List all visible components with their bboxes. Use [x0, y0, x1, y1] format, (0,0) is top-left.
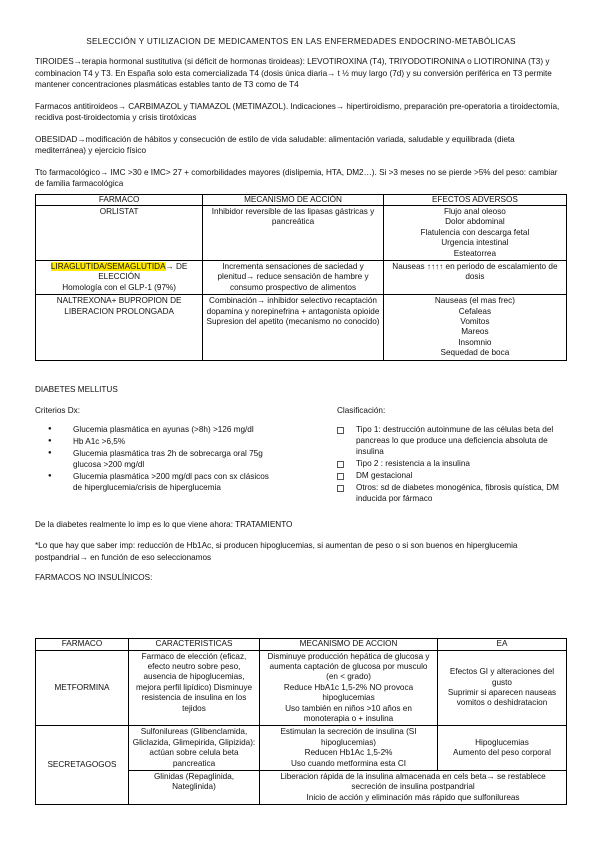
list-item: Uso cuando metformina esta CI: [290, 758, 407, 768]
obesity-drugs-table: [35, 194, 567, 361]
list-item: Aumento del peso corporal: [453, 748, 551, 758]
table-row: [36, 260, 567, 294]
header-ea: EA: [437, 639, 566, 650]
list-item: DM gestacional: [337, 470, 567, 481]
paragraph-tto: Tto farmacológico→ IMC >30 e IMC> 27 + comorbilidades mayores (dislipemia, HTA, DM2…). Si >3 meses no se pierde >5% del peso: cambiar de familia farmacológica: [35, 167, 558, 188]
metformina-name: METFORMINA: [36, 650, 129, 726]
tratamiento-line: De la diabetes realmente lo imp es lo que viene ahora: TRATAMIENTO: [35, 519, 293, 529]
clasificacion-column: [337, 406, 567, 505]
naltrexona-name: NALTREXONA+ BUPROPION DE LIBERACION PROLONGADA: [36, 295, 203, 360]
list-item: Hipoglucemias: [475, 737, 529, 747]
table-row: [36, 726, 567, 771]
clasificacion-list: [337, 424, 567, 504]
naltrexona-mecanismo: [203, 295, 384, 360]
list-item: Sequedad de boca: [440, 348, 510, 358]
page-title: SELECCIÓN Y UTILIZACION DE MEDICAMENTOS EN LAS ENFERMEDADES ENDOCRINO-METABÓLICAS: [86, 37, 516, 46]
table-header-row: [36, 639, 567, 650]
metformina-caracteristicas: Farmaco de elección (eficaz, efecto neutro sobre peso, ausencia de hipoglucemias, mejora perfil lipídico) Disminuye resistencia de insulina en los tejidos: [128, 650, 259, 726]
list-item: Liberacion rápida de la insulina almacenada en cels beta→ se restablece secreción de insulina postpandrial: [280, 771, 546, 792]
list-item: Efectos GI y alteraciones del gusto: [449, 667, 555, 687]
criterios-column: [35, 406, 325, 505]
orlistat-mecanismo: Inhibidor reversible de las lipasas gástricas y pancreática: [203, 205, 384, 260]
diabetes-drugs-table: [35, 638, 567, 805]
header-farmaco: FARMACO: [36, 194, 203, 205]
drug-note: → DE ELECCIÓN: [98, 261, 188, 282]
drug-subnote: Homología con el GLP-1 (97%): [62, 282, 177, 292]
orlistat-name: ORLISTAT: [36, 205, 203, 260]
liraglutida-cell: [36, 260, 203, 294]
list-item: ● Hb A1c >6,5%: [35, 436, 325, 447]
sulfonilureas-mecanismo: [260, 726, 438, 771]
criterios-label: Criterios Dx:: [35, 405, 81, 415]
list-item: Flujo anal oleoso: [443, 206, 506, 216]
header-caracteristicas: CARACTERISTICAS: [128, 639, 259, 650]
metformina-ea: [437, 650, 566, 726]
highlighted-drug-name: LIRAGLUTIDA/SEMAGLUTIDA: [50, 261, 166, 271]
list-item: Disminuye producción hepática de glucosa y aumenta captación de glucosa por musculo (en < grado): [267, 651, 430, 682]
list-item: Reducen Hb1Ac 1,5-2%: [304, 748, 393, 758]
metformina-mecanismo: [260, 650, 438, 726]
list-item: Reduce HbA1c 1,5-2% NO provoca hipoglucemias: [283, 682, 414, 703]
glinidas-caracteristicas: Glinidas (Repaglinida, Nateglinida): [128, 770, 259, 804]
list-item: Tipo 2 : resistencia a la insulina: [337, 458, 567, 469]
list-item: Estimulan la secreción de insulina (SI hipoglucemias): [280, 727, 417, 747]
orlistat-efectos: [383, 205, 566, 260]
criterios-list: [35, 424, 325, 493]
header-farmaco: FARMACO: [36, 639, 129, 650]
table-row: [36, 205, 567, 260]
list-item: Supresion del apetito (mecanismo no conocido): [206, 316, 380, 326]
document-page: [35, 37, 567, 805]
paragraph-antitiroideos: Farmacos antitiroideos→ CARBIMAZOL y TIAMAZOL (METIMAZOL). Indicaciones→ hipertiroidismo, preparación pre-operatoria a tiroidectomía, recidiva post-tiroidectomia y crisis tirotóxicas: [35, 101, 560, 122]
liraglutida-mecanismo: Incrementa sensaciones de saciedad y plenitud→ reduce sensación de hambre y consumo prospectivo de alimentos: [203, 260, 384, 294]
list-item: ● Glucemia plasmática en ayunas (>8h) >126 mg/dl: [35, 424, 325, 435]
list-item: Vomitos: [460, 316, 490, 326]
sulfonilureas-ea: [437, 726, 566, 771]
list-item: Nauseas (el mas frec): [434, 296, 515, 306]
list-item: Suprimir si aparecen nauseas vomitos o deshidratacion: [447, 687, 557, 708]
list-item: Mareos: [461, 327, 489, 337]
farmacos-heading: FARMACOS NO INSULÍNICOS:: [35, 573, 153, 583]
sulfonilureas-caracteristicas: Sulfonilureas (Glibenclamida, Gliclazida, Glimepirida, Glipizida): actúan sobre celula beta pancreatica: [128, 726, 259, 771]
diabetes-heading: DIABETES MELLITUS: [35, 384, 118, 394]
liraglutida-efectos: Nauseas ↑↑↑↑ en periodo de escalamiento de dosis: [383, 260, 566, 294]
header-mecanismo: MECANISMO DE ACCIÓN: [203, 194, 384, 205]
clasificacion-label: Clasificación:: [337, 405, 386, 415]
table-row: [36, 295, 567, 360]
important-note: *Lo que hay que saber imp: reducción de Hb1Ac, si producen hipoglucemias, si aumentan de peso o si son buenos en hiperglucemia postpandrial→ en función de eso seleccionamos: [35, 541, 518, 562]
header-mecanismo: MECANISMO DE ACCION: [260, 639, 438, 650]
list-item: Uso también en niños >10 años en monoterapia o + insulina: [285, 703, 412, 723]
list-item: Cefaleas: [458, 306, 492, 316]
header-efectos: EFECTOS ADVERSOS: [383, 194, 566, 205]
list-item: Tipo 1: destrucción autoinmune de las células beta del pancreas lo que produce una deficiencia absoluta de insulina: [337, 424, 567, 457]
glinidas-mecanismo: [260, 770, 567, 804]
paragraph-obesidad: OBESIDAD→modificación de hábitos y consecución de estilo de vida saludable: alimentación variada, saludable y equilibrada (dieta mediterránea) y ejercicio físico: [35, 134, 515, 155]
table-header-row: [36, 194, 567, 205]
paragraph-tiroides: TIROIDES→terapia hormonal sustitutiva (si déficit de hormonas tiroideas): LEVOTIROXINA (T4), TRIYODOTIRONINA o LIOTIRONINA (T3) y combinacion T4 y T3. En España solo esta comercializada T4 (dosis única diaria→ t ½ muy largo (7d) y su conversión periférica en T3 permite mantener concentraciones plasmáticas estables tanto de T3 como de T4: [35, 57, 552, 89]
naltrexona-efectos: [383, 295, 566, 360]
list-item: Esteatorrea: [453, 248, 497, 258]
secretagogos-name: SECRETAGOGOS: [36, 726, 129, 805]
list-item: ● Glucemia plasmática tras 2h de sobrecarga oral 75g glucosa >200 mg/dl: [35, 448, 273, 470]
diabetes-criteria-section: [35, 406, 567, 505]
list-item: Inicio de acción y eliminación más rápido que sulfonilureas: [306, 792, 520, 802]
list-item: Combinación→ inhibidor selectivo recaptación dopamina y norepinefrina + antagonista opioide: [206, 296, 380, 316]
list-item: Dolor abdominal: [445, 217, 505, 227]
list-item: Flatulencia con descarga fetal: [420, 227, 530, 237]
list-item: Insomnio: [458, 337, 492, 347]
list-item: ● Glucemia plasmática >200 mg/dl pacs con sx clásicos de hiperglucemia/crisis de hiperglucemia: [35, 471, 273, 493]
list-item: Urgencia intestinal: [441, 238, 509, 248]
table-row: [36, 650, 567, 726]
list-item: Otros: sd de diabetes monogénica, fibrosis quística, DM inducida por fármaco: [337, 482, 567, 504]
